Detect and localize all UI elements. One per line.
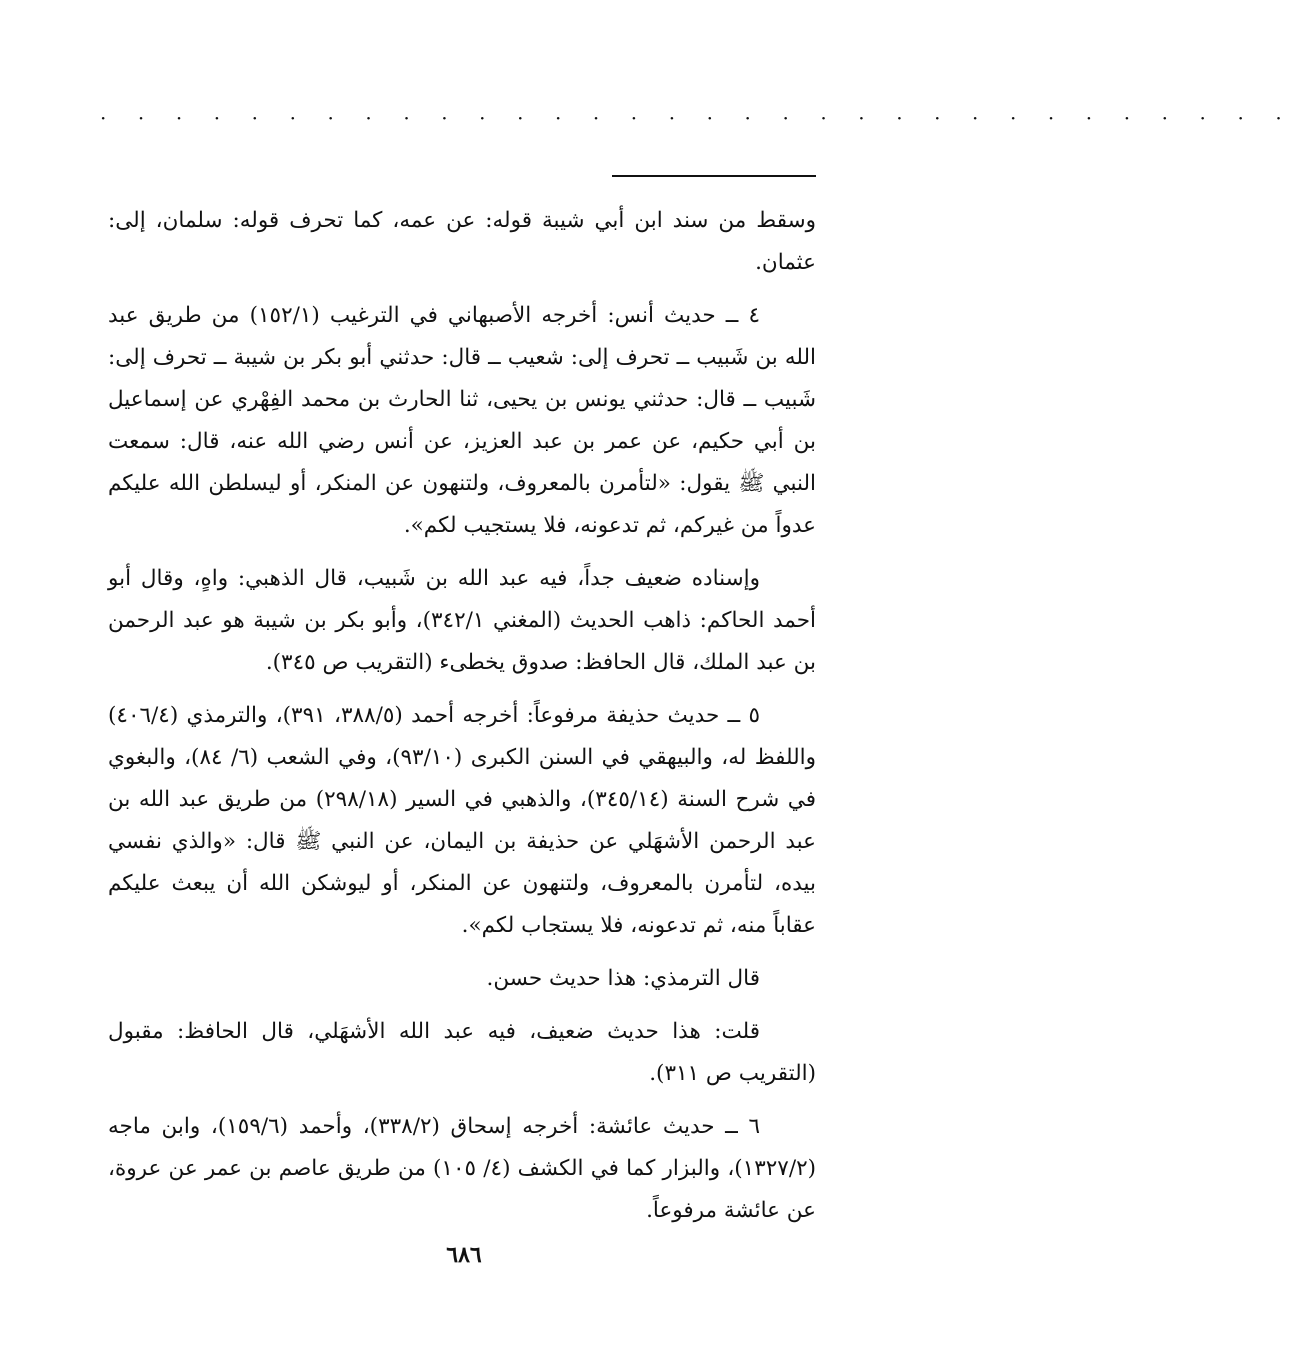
footnote-rule (612, 175, 816, 177)
paragraph-author-note: قلت: هذا حديث ضعيف، فيه عبد الله الأشهَلي، قال الحافظ: مقبول (التقريب ص ٣١١). (108, 1019, 816, 1086)
paragraph-hadith-hudhayfa: ٥ ــ حديث حذيفة مرفوعاً: أخرجه أحمد (٣٨٨/٥، ٣٩١)، والترمذي (٤٠٦/٤) واللفظ له، والبيهقي في السنن الكبرى (٩٣/١٠)، وفي الشعب (٦/ ٨٤)، والبغوي في شرح السنة (٣٤٥/١٤)، والذهبي في السير (٢٩٨/١٨) من طريق عبد الله بن عبد الرحمن الأشهَلي عن حذيفة بن اليمان، عن النبي ﷺ قال: «والذي نفسي بيده، لتأمرن بالمعروف، ولتنهون عن المنكر، أو ليوشكن الله أن يبعث عليكم عقاباً منه، ثم تدعونه، فلا يستجاب لكم». (108, 703, 817, 938)
footnote-body (108, 200, 816, 1243)
paragraph-continuation: وسقط من سند ابن أبي شيبة قوله: عن عمه، كما تحرف قوله: سلمان، إلى: عثمان. (108, 208, 816, 275)
page-number: ٦٨٦ (446, 1242, 482, 1268)
paragraph-isnad-anas: وإسناده ضعيف جداً، فيه عبد الله بن شَبيب، قال الذهبي: واهٍ، وقال أبو أحمد الحاكم: ذاهب الحديث (المغني ٣٤٢/١)، وأبو بكر بن شيبة هو عبد الرحمن بن عبد الملك، قال الحافظ: صدوق يخطىء (التقريب ص ٣٤٥). (108, 566, 816, 675)
dotted-separator: · · · · · · · · · · · · · · · · · · · · · · · · · · · · · · · · (100, 106, 1294, 130)
paragraph-hadith-anas: ٤ ــ حديث أنس: أخرجه الأصبهاني في الترغيب (١٥٢/١) من طريق عبد الله بن شَبيب ــ تحرف إلى: شعيب ــ قال: حدثني أبو بكر بن شيبة ــ تحرف إلى: شَبيب ــ قال: حدثني يونس بن يحيى، ثنا الحارث بن محمد الفِهْري عن إسماعيل بن أبي حكيم، عن عمر بن عبد العزيز، عن أنس رضي الله عنه، قال: سمعت النبي ﷺ يقول: «لتأمرن بالمعروف، ولتنهون عن المنكر، أو ليسلطن الله عليكم عدواً من غيركم، ثم تدعونه، فلا يستجيب لكم». (108, 303, 816, 538)
paragraph-hadith-aisha: ٦ ــ حديث عائشة: أخرجه إسحاق (٣٣٨/٢)، وأحمد (١٥٩/٦)، وابن ماجه (١٣٢٧/٢)، والبزار كما في الكشف (٤/ ١٠٥) من طريق عاصم بن عمر عن عروة، عن عائشة مرفوعاً. (108, 1114, 817, 1223)
paragraph-tirmidhi-note: قال الترمذي: هذا حديث حسن. (486, 966, 760, 991)
